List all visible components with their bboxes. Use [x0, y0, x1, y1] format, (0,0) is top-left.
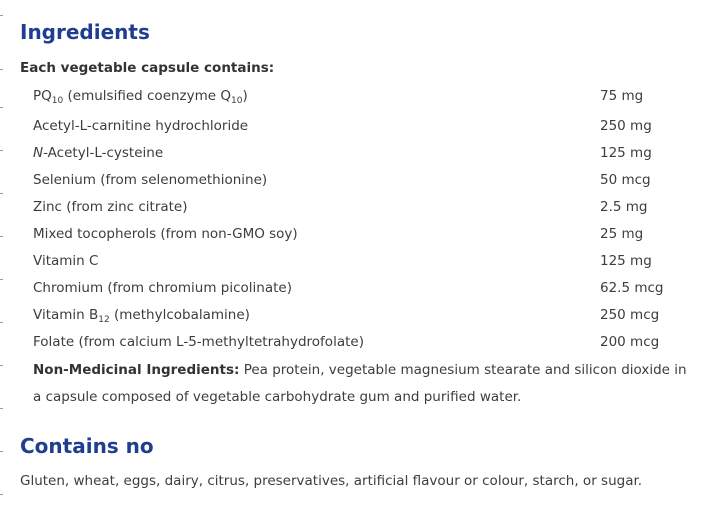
edge-tick — [0, 69, 3, 70]
ingredient-name-main: Chromium (from chromium picolinate) — [33, 280, 292, 296]
ingredient-amount: 250 mg — [600, 118, 652, 134]
ingredient-name-main: Vitamin B — [33, 307, 99, 323]
ingredient-name — [33, 172, 267, 188]
edge-tick — [0, 150, 3, 151]
ingredient-name — [33, 280, 292, 296]
non-medicinal-ingredients — [33, 357, 693, 411]
ingredient-name-tail: ) — [242, 88, 248, 104]
ingredient-amount: 50 mcg — [600, 172, 651, 188]
ingredient-subscript: 10 — [51, 96, 64, 106]
ingredient-name-main: Folate (from calcium L-5-methyltetrahydrofolate) — [33, 334, 364, 350]
ingredient-amount: 62.5 mcg — [600, 280, 664, 296]
ingredient-name-main: Vitamin C — [33, 253, 99, 269]
edge-tick — [0, 15, 3, 16]
ingredient-amount: 25 mg — [600, 226, 644, 242]
ingredient-name-post: (emulsified coenzyme Q — [63, 88, 232, 104]
edge-tick — [0, 107, 3, 108]
edge-tick — [0, 193, 3, 194]
ingredient-name-main: Acetyl-L-carnitine hydrochloride — [33, 118, 249, 134]
ingredient-name — [33, 199, 188, 215]
ingredient-name — [33, 118, 248, 134]
ingredient-subscript: 12 — [98, 315, 110, 325]
capsule-contents-heading: Each vegetable capsule contains: — [20, 60, 275, 76]
left-edge-ticks — [0, 0, 3, 520]
edge-tick — [0, 322, 3, 323]
non-medicinal-label: Non-Medicinal Ingredients: — [33, 362, 240, 378]
non-medicinal-text: Pea protein, vegetable magnesium stearate and silicon dioxide in a capsule composed of vegetable carbohydrate gum and purified water. — [33, 362, 687, 405]
ingredient-row — [33, 253, 693, 273]
ingredient-amount: 75 mg — [600, 88, 644, 104]
ingredient-row — [33, 280, 693, 300]
ingredient-amount: 125 mg — [600, 145, 652, 161]
edge-tick — [0, 408, 3, 409]
ingredient-row — [33, 172, 693, 192]
ingredient-name-italic: N — [33, 145, 44, 161]
ingredient-name — [33, 253, 98, 269]
ingredient-row — [33, 307, 693, 327]
ingredient-name — [33, 88, 248, 106]
edge-tick — [0, 236, 3, 237]
edge-tick — [0, 365, 3, 366]
ingredient-row — [33, 145, 693, 165]
ingredient-name-main: Zinc (from zinc citrate) — [33, 199, 188, 215]
ingredient-name — [33, 307, 250, 325]
ingredient-name-main: -Acetyl-L-cysteine — [43, 145, 164, 161]
edge-tick — [0, 451, 3, 452]
ingredient-name — [33, 334, 364, 350]
ingredient-name-main: Selenium (from selenomethionine) — [33, 172, 268, 188]
ingredient-name-main: PQ — [33, 88, 52, 104]
ingredient-row — [33, 226, 693, 246]
ingredient-name-main: Mixed tocopherols (from non-GMO soy) — [33, 226, 298, 242]
ingredient-name — [33, 226, 298, 242]
ingredient-amount: 2.5 mg — [600, 199, 648, 215]
ingredient-name-post: (methylcobalamine) — [109, 307, 250, 323]
ingredient-amount: 200 mcg — [600, 334, 660, 350]
ingredient-amount: 250 mcg — [600, 307, 660, 323]
ingredient-row — [33, 334, 693, 354]
ingredient-name — [33, 145, 163, 161]
ingredient-row — [33, 118, 693, 138]
ingredient-subscript: 10 — [231, 96, 243, 106]
edge-tick — [0, 494, 3, 495]
edge-tick — [0, 279, 3, 280]
contains-no-text: Gluten, wheat, eggs, dairy, citrus, preservatives, artificial flavour or colour, starch, or sugar. — [20, 473, 643, 489]
ingredient-row — [33, 88, 693, 108]
ingredient-amount: 125 mg — [600, 253, 652, 269]
contains-no-heading: Contains no — [20, 434, 154, 458]
ingredients-heading: Ingredients — [20, 20, 150, 44]
ingredient-row — [33, 199, 693, 219]
